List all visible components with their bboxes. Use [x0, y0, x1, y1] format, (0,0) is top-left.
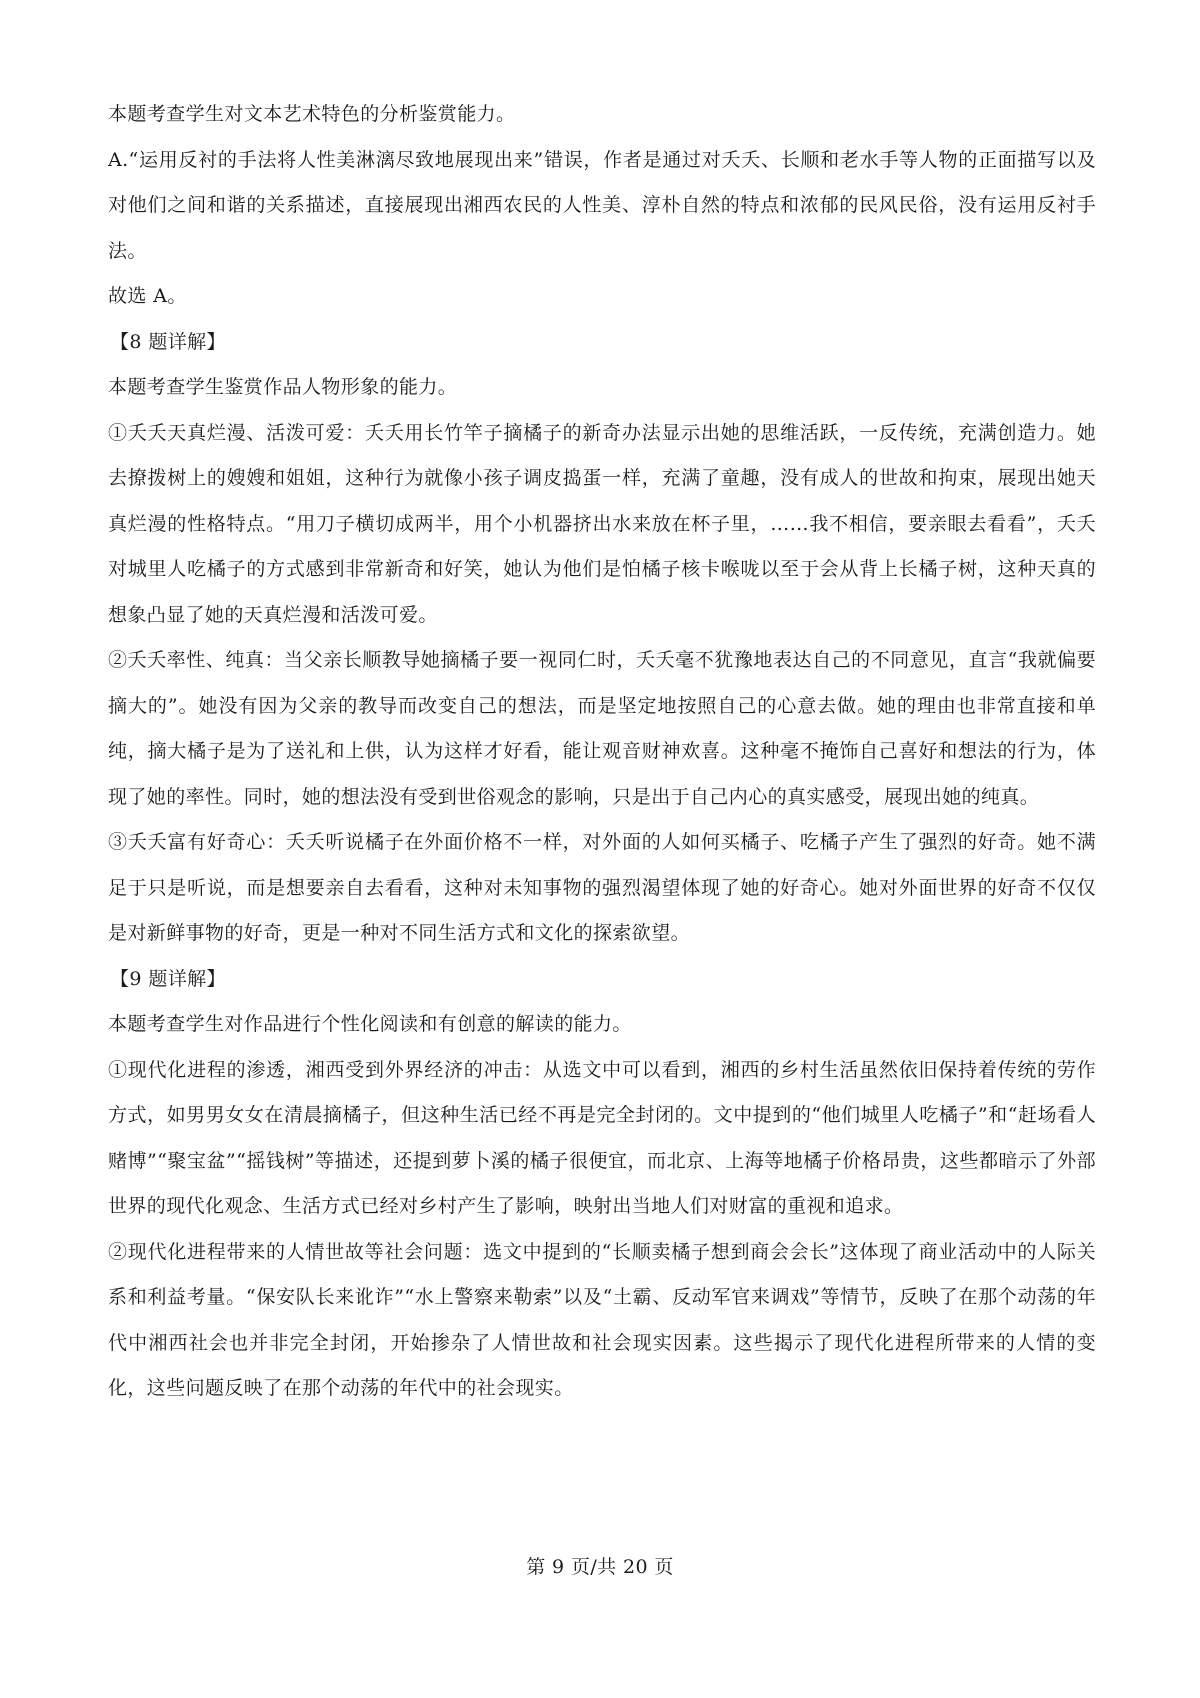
paragraph-point-9-1: ①现代化进程的渗透，湘西受到外界经济的冲击：从选文中可以看到，湘西的乡村生活虽然依旧保持着传统的劳作方式，如男男女女在清晨摘橘子，但这种生活已经不再是完全封闭的。文中提到的“他们城里人吃橘子”和“赶场看人赌博”“聚宝盆”“摇钱树”等描述，还提到萝卜溪的橘子很便宜，而北京、上海等地橘子价格昂贵，这些都暗示了外部世界的现代化观念、生活方式已经对乡村产生了影响，映射出当地人们对财富的重视和追求。 [108, 1058, 1096, 1217]
paragraph-point-2: ②夭夭率性、纯真：当父亲长顺教导她摘橘子要一视同仁时，夭夭毫不犹豫地表达自己的不同意见，直言“我就偏要摘大的”。她没有因为父亲的教导而改变自己的想法，而是坚定地按照自己的心意去做。她的理由也非常直接和单纯，摘大橘子是为了送礼和上供，认为这样才好看，能让观音财神欢喜。这种毫不掩饰自己喜好和想法的行为，体现了她的率性。同时，她的想法没有受到世俗观念的影响，只是出于自己内心的真实感受，展现出她的纯真。 [108, 649, 1096, 808]
paragraph-intro-7: 本题考查学生对文本艺术特色的分析鉴赏能力。 [108, 103, 516, 125]
paragraph-point-9-2: ②现代化进程带来的人情世故等社会问题：选文中提到的“长顺卖橘子想到商会会长”这体现了商业活动中的人际关系和利益考量。“保安队长来讹诈”“水上警察来勒索”以及“土霸、反动军官来调戏”等情节，反映了在那个动荡的年代中湘西社会也并非完全封闭，开始掺杂了人情世故和社会现实因素。这些揭示了现代化进程所带来的人情的变化，这些问题反映了在那个动荡的年代中的社会现实。 [108, 1240, 1096, 1399]
section-heading-8: 【8 题详解】 [110, 330, 226, 353]
paragraph-answer: 故选 A。 [108, 285, 187, 307]
paragraph-intro-8: 本题考查学生鉴赏作品人物形象的能力。 [108, 376, 458, 398]
page-content [108, 92, 1096, 1412]
page-number: 第 9 页/共 20 页 [526, 1556, 674, 1578]
section-heading-9: 【9 题详解】 [110, 967, 226, 990]
paragraph-point-3: ③夭夭富有好奇心：夭夭听说橘子在外面价格不一样，对外面的人如何买橘子、吃橘子产生了强烈的好奇。她不满足于只是听说，而是想要亲自去看看，这种对未知事物的强烈渴望体现了她的好奇心。她对外面世界的好奇不仅仅是对新鲜事物的好奇，更是一种对不同生活方式和文化的探索欲望。 [108, 831, 1096, 944]
paragraph-intro-9: 本题考查学生对作品进行个性化阅读和有创意的解读的能力。 [108, 1013, 632, 1035]
paragraph-option-a: A.“运用反衬的手法将人性美淋漓尽致地展现出来”错误，作者是通过对夭夭、长顺和老水手等人物的正面描写以及对他们之间和谐的关系描述，直接展现出湘西农民的人性美、淳朴自然的特点和浓郁的民风民俗，没有运用反衬手法。 [108, 148, 1096, 262]
paragraph-point-1: ①夭夭天真烂漫、活泼可爱：夭夭用长竹竿子摘橘子的新奇办法显示出她的思维活跃，一反传统，充满创造力。她去撩拨树上的嫂嫂和姐姐，这种行为就像小孩子调皮捣蛋一样，充满了童趣，没有成人的世故和拘束，展现出她天真烂漫的性格特点。“用刀子横切成两半，用个小机器挤出水来放在杯子里，……我不相信，要亲眼去看看”，夭夭对城里人吃橘子的方式感到非常新奇和好笑，她认为他们是怕橘子核卡喉咙以至于会从背上长橘子树，这种天真的想象凸显了她的天真烂漫和活泼可爱。 [108, 421, 1096, 626]
